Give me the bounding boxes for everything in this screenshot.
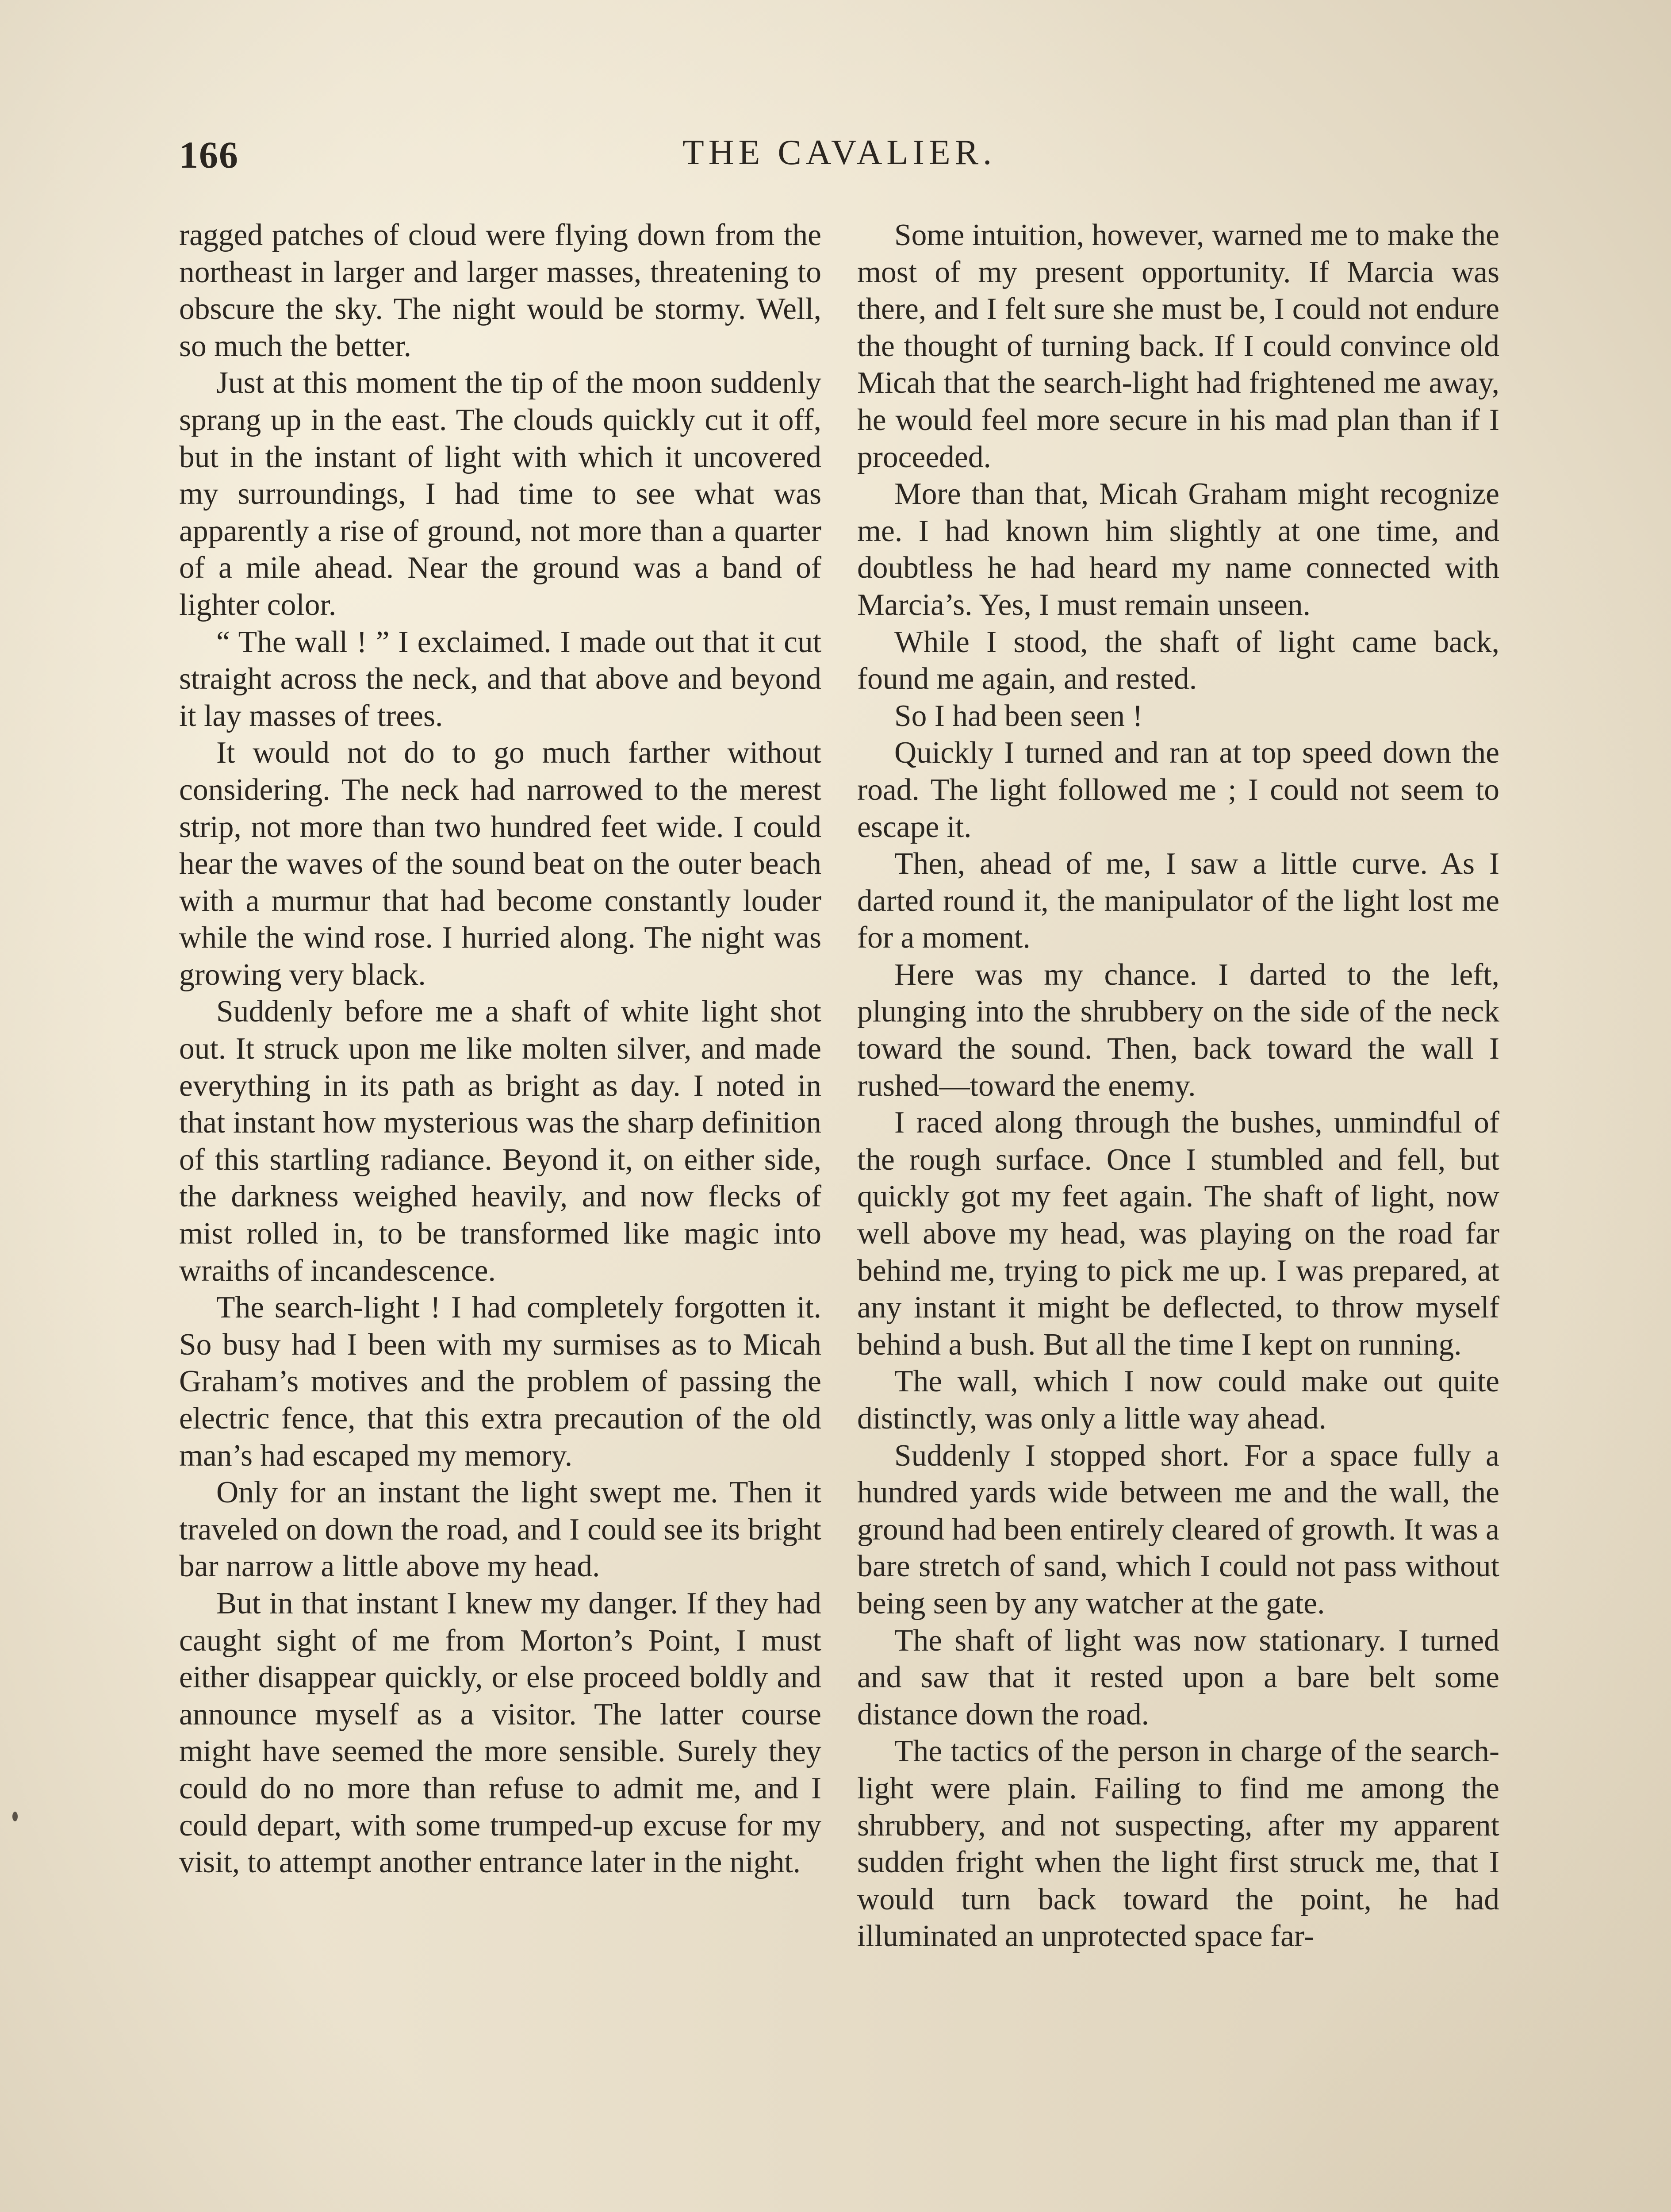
paragraph: ragged patches of cloud were flying down from the northeast in larger and larger masses, threatening to obscure the sky. The night would be stormy. Well, so much the better. — [179, 218, 821, 363]
paragraph: But in that instant I knew my danger. If they had caught sight of me from Morton’s Point, I must either disappear quickly, or else proceed boldly and announce myself as a visitor. The latter course might have seemed the more sensible. Surely they could do no more than refuse to admit me, and I could depart, with some trumped-up excuse for my visit, to attempt another entrance later in the night. — [179, 1586, 821, 1880]
right-column — [857, 217, 1499, 1955]
page-number: 166 — [179, 134, 239, 176]
paragraph: Quickly I turned and ran at top speed down the road. The light followed me ; I could not seem to escape it. — [857, 736, 1499, 844]
paragraph: It would not do to go much farther without considering. The neck had narrowed to the merest strip, not more than two hundred feet wide. I could hear the waves of the sound beat on the outer beach with a murmur that had become constantly louder while the wind rose. I hurried along. The night was growing very black. — [179, 736, 821, 992]
paragraph: “ The wall ! ” I exclaimed. I made out that it cut straight across the neck, and that above and beyond it lay masses of trees. — [179, 625, 821, 733]
paragraph: While I stood, the shaft of light came back, found me again, and rested. — [857, 625, 1499, 696]
page-header — [179, 133, 1499, 195]
running-title: THE CAVALIER. — [682, 133, 996, 172]
paragraph: Suddenly before me a shaft of white light shot out. It struck upon me like molten silver, and made everything in its path as bright as day. I noted in that instant how mysterious was the sharp definition of this startling radiance. Beyond it, on either side, the darkness weighed heavily, and now flecks of mist rolled in, to be transformed like magic into wraiths of incandescence. — [179, 995, 821, 1288]
paragraph: The search-light ! I had completely forgotten it. So busy had I been with my surmises as to Micah Graham’s motives and the problem of passing the electric fence, that this extra precaution of the old man’s had escaped my memory. — [179, 1290, 821, 1473]
left-column — [179, 217, 821, 1881]
paragraph: More than that, Micah Graham might recognize me. I had known him slightly at one time, and doubtless he had heard my name connected with Marcia’s. Yes, I must remain unseen. — [857, 477, 1499, 622]
paragraph: The shaft of light was now stationary. I turned and saw that it rested upon a bare belt some distance down the road. — [857, 1623, 1499, 1732]
ink-speck — [12, 1812, 18, 1821]
paragraph: I raced along through the bushes, unmindful of the rough surface. Once I stumbled and fell, but quickly got my feet again. The shaft of light, now well above my head, was playing on the road far behind me, trying to pick me up. I was prepared, at any instant it might be deflected, to throw myself behind a bush. But all the time I kept on running. — [857, 1106, 1499, 1362]
paragraph: Suddenly I stopped short. For a space fully a hundred yards wide between me and the wall, the ground had been entirely cleared of growth. It was a bare stretch of sand, which I could not pass without being seen by any watcher at the gate. — [857, 1438, 1499, 1621]
paragraph: The tactics of the person in charge of the search-light were plain. Failing to find me among the shrubbery, and not suspecting, after my apparent sudden fright when the light first struck me, that I would turn back toward the point, he had illuminated an unprotected space far- — [857, 1734, 1499, 1954]
paragraph: So I had been seen ! — [894, 699, 1143, 733]
paragraph: Then, ahead of me, I saw a little curve. As I darted round it, the manipulator of the light lost me for a moment. — [857, 847, 1499, 955]
paragraph: Some intuition, however, warned me to make the most of my present opportunity. If Marcia was there, and I felt sure she must be, I could not endure the thought of turning back. If I could convince old Micah that the search-light had frightened me away, he would feel more secure in his mad plan than if I proceeded. — [857, 218, 1499, 474]
paragraph: Only for an instant the light swept me. Then it traveled on down the road, and I could see its bright bar narrow a little above my head. — [179, 1475, 821, 1584]
paragraph: The wall, which I now could make out quite distinctly, was only a little way ahead. — [857, 1364, 1499, 1436]
paragraph: Just at this moment the tip of the moon suddenly sprang up in the east. The clouds quickly cut it off, but in the instant of light with which it uncovered my surroundings, I had time to see what was apparently a rise of ground, not more than a quarter of a mile ahead. Near the ground was a band of lighter color. — [179, 366, 821, 622]
paragraph: Here was my chance. I darted to the left, plunging into the shrubbery on the side of the neck toward the sound. Then, back toward the wall I rushed—toward the enemy. — [857, 957, 1499, 1103]
